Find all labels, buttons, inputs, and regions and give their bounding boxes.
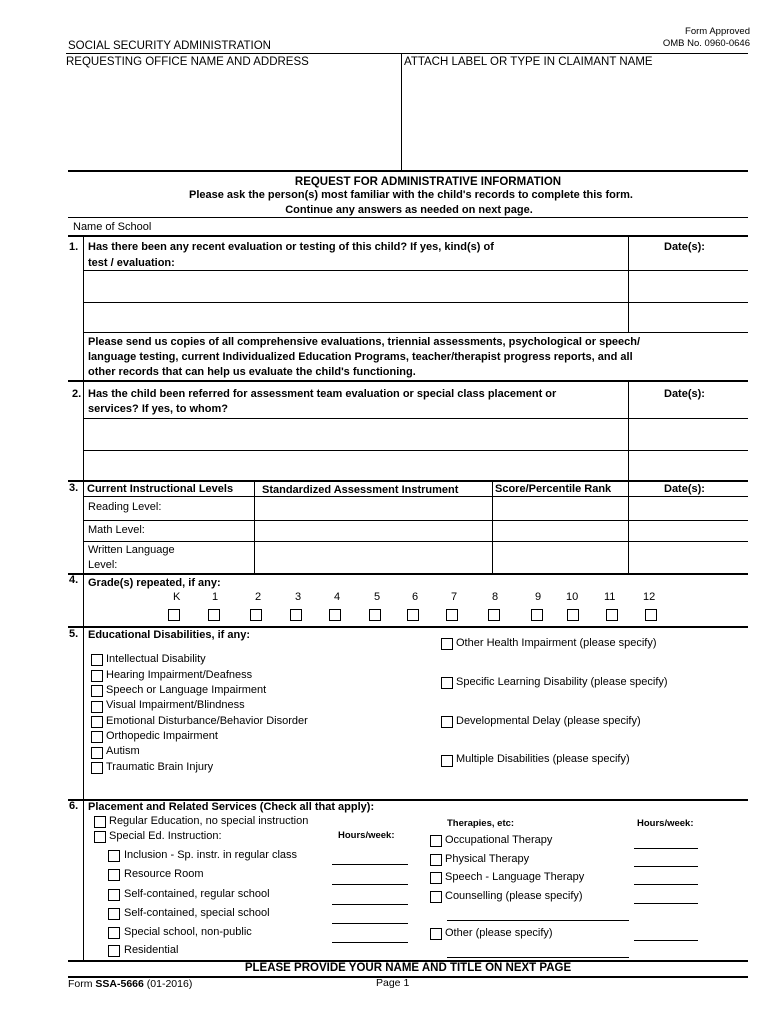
written-instrument-field[interactable]: [256, 543, 490, 571]
written-language-label-cont: Level:: [88, 559, 118, 571]
rule: [84, 418, 748, 419]
q3-col-score: Score/Percentile Rank: [495, 483, 612, 495]
q6-label: Placement and Related Services (Check all that apply):: [88, 801, 375, 813]
rule: [68, 380, 748, 382]
q3-col-levels: Current Instructional Levels: [87, 483, 234, 495]
instruction-line: Please ask the person(s) most familiar with the child's records to complete this form.: [189, 189, 633, 201]
self-contained-special-hours-field[interactable]: [332, 923, 408, 924]
q1-note-line-3: other records that can help us evaluate the child's functioning.: [88, 366, 416, 378]
grade-4-checkbox[interactable]: [329, 609, 341, 621]
grade-2-checkbox[interactable]: [250, 609, 262, 621]
rule: [68, 573, 748, 575]
speech-language-therapy-label: Speech - Language Therapy: [445, 871, 585, 883]
autism-checkbox[interactable]: [91, 747, 103, 759]
grade-3-checkbox[interactable]: [290, 609, 302, 621]
math-instrument-field[interactable]: [256, 522, 490, 540]
q2-dates-label: Date(s):: [664, 388, 705, 400]
orthopedic-impairment-checkbox[interactable]: [91, 731, 103, 743]
rule: [84, 520, 748, 521]
rule: [83, 627, 84, 799]
intellectual-disability-label: Intellectual Disability: [106, 653, 206, 665]
continue-note: Continue any answers as needed on next page.: [285, 204, 533, 216]
rule: [68, 217, 748, 218]
written-score-field[interactable]: [494, 543, 626, 571]
q1-number: 1.: [69, 241, 79, 253]
rule: [83, 574, 84, 626]
special-school-label: Special school, non-public: [124, 926, 252, 938]
rule: [84, 541, 748, 542]
other-hours-field[interactable]: [634, 940, 698, 941]
grade-12-checkbox[interactable]: [645, 609, 657, 621]
q5-label: Educational Disabilities, if any:: [88, 629, 250, 641]
grade-6-label: 6: [412, 591, 419, 603]
developmental-delay-label: Developmental Delay (please specify): [456, 715, 641, 727]
traumatic-brain-injury-label: Traumatic Brain Injury: [106, 761, 214, 773]
inclusion-label: Inclusion - Sp. instr. in regular class: [124, 849, 298, 861]
q1-note-line-1: Please send us copies of all comprehensive evaluations, triennial assessments, psychological or speech/: [88, 336, 641, 348]
occupational-therapy-checkbox[interactable]: [430, 835, 442, 847]
multiple-disabilities-label: Multiple Disabilities (please specify): [456, 753, 630, 765]
written-language-label: Written Language: [88, 544, 175, 556]
reading-date-field[interactable]: [630, 498, 746, 520]
hearing-impairment-label: Hearing Impairment/Deafness: [106, 669, 253, 681]
grade-k-label: K: [173, 591, 181, 603]
therapies-label: Therapies, etc:: [447, 818, 515, 829]
occupational-therapy-hours-field[interactable]: [634, 848, 698, 849]
school-name-label: Name of School: [73, 221, 152, 233]
rule: [492, 481, 493, 573]
special-ed-checkbox[interactable]: [94, 831, 106, 843]
rule: [628, 236, 629, 332]
grade-4-label: 4: [334, 591, 341, 603]
visual-impairment-checkbox[interactable]: [91, 701, 103, 713]
resource-room-checkbox[interactable]: [108, 869, 120, 881]
omb-number: OMB No. 0960-0646: [662, 38, 750, 49]
multiple-disabilities-checkbox[interactable]: [441, 755, 453, 767]
rule: [628, 381, 629, 481]
specific-learning-disability-checkbox[interactable]: [441, 677, 453, 689]
form-title: REQUEST FOR ADMINISTRATIVE INFORMATION: [294, 176, 562, 188]
rule: [84, 332, 748, 333]
self-contained-special-label: Self-contained, special school: [124, 907, 270, 919]
grade-7-checkbox[interactable]: [446, 609, 458, 621]
orthopedic-impairment-label: Orthopedic Impairment: [106, 730, 218, 742]
requesting-office-label: REQUESTING OFFICE NAME AND ADDRESS: [66, 56, 309, 68]
other-therapy-checkbox[interactable]: [430, 928, 442, 940]
intellectual-disability-checkbox[interactable]: [91, 654, 103, 666]
grade-10-checkbox[interactable]: [567, 609, 579, 621]
grade-8-label: 8: [492, 591, 499, 603]
rule: [254, 481, 255, 573]
special-ed-label: Special Ed. Instruction:: [109, 830, 222, 842]
grade-5-label: 5: [374, 591, 381, 603]
written-date-field[interactable]: [630, 543, 746, 571]
grade-2-label: 2: [255, 591, 262, 603]
rule: [84, 450, 748, 451]
math-date-field[interactable]: [630, 522, 746, 540]
hearing-impairment-checkbox[interactable]: [91, 670, 103, 682]
rule: [628, 481, 629, 573]
grade-8-checkbox[interactable]: [488, 609, 500, 621]
grade-12-label: 12: [643, 591, 656, 603]
other-health-impairment-checkbox[interactable]: [441, 638, 453, 650]
q2-referral-field-2[interactable]: [86, 452, 624, 478]
other-therapy-label: Other (please specify): [445, 927, 553, 939]
reading-score-field[interactable]: [494, 498, 626, 520]
grade-k-checkbox[interactable]: [168, 609, 180, 621]
form-number: Form SSA-5666 (01-2016): [68, 978, 193, 990]
reading-level-label: Reading Level:: [88, 501, 162, 513]
section-rule: [68, 170, 748, 172]
physical-therapy-label: Physical Therapy: [445, 853, 530, 865]
rule: [68, 235, 748, 237]
q2-referral-field-1[interactable]: [86, 420, 624, 448]
resource-room-label: Resource Room: [124, 868, 204, 880]
q6-number: 6.: [69, 800, 79, 812]
traumatic-brain-injury-checkbox[interactable]: [91, 762, 103, 774]
regular-education-label: Regular Education, no special instruction: [109, 815, 309, 827]
rule: [68, 626, 748, 628]
q2-number: 2.: [72, 388, 82, 400]
resource-room-hours-field[interactable]: [332, 884, 408, 885]
q4-label: Grade(s) repeated, if any:: [88, 577, 221, 589]
residential-checkbox[interactable]: [108, 945, 120, 957]
claimant-name-label: ATTACH LABEL OR TYPE IN CLAIMANT NAME: [404, 56, 653, 68]
header-divider: [401, 53, 402, 170]
grade-11-label: 11: [604, 591, 616, 603]
other-health-impairment-label: Other Health Impairment (please specify): [456, 637, 657, 649]
q1-dates-label: Date(s):: [664, 241, 705, 253]
therapies-hours-label: Hours/week:: [637, 818, 694, 829]
speech-language-therapy-checkbox[interactable]: [430, 872, 442, 884]
rule: [84, 302, 748, 303]
self-contained-special-checkbox[interactable]: [108, 908, 120, 920]
q4-number: 4.: [69, 574, 79, 586]
emotional-disturbance-checkbox[interactable]: [91, 716, 103, 728]
self-contained-regular-label: Self-contained, regular school: [124, 888, 270, 900]
page-number: Page 1: [376, 977, 410, 989]
other-specify-field[interactable]: [447, 957, 629, 958]
provide-name-note: PLEASE PROVIDE YOUR NAME AND TITLE ON NEXT PAGE: [244, 962, 572, 974]
q1-note-line-2: language testing, current Individualized Education Programs, teacher/therapist progress reports, and all: [88, 351, 633, 363]
visual-impairment-label: Visual Impairment/Blindness: [106, 699, 245, 711]
grade-1-checkbox[interactable]: [208, 609, 220, 621]
q2-date-field-1[interactable]: [631, 420, 746, 448]
rule: [83, 381, 84, 481]
q1-question: Has there been any recent evaluation or testing of this child? If yes, kind(s) of: [88, 241, 494, 253]
inclusion-checkbox[interactable]: [108, 850, 120, 862]
q2-question: Has the child been referred for assessment team evaluation or special class placement or: [88, 388, 557, 400]
q1-date-field-1[interactable]: [631, 272, 746, 300]
physical-therapy-checkbox[interactable]: [430, 854, 442, 866]
header-rule: [66, 53, 748, 54]
q5-number: 5.: [69, 628, 79, 640]
reading-instrument-field[interactable]: [256, 498, 490, 520]
developmental-delay-checkbox[interactable]: [441, 716, 453, 728]
grade-7-label: 7: [451, 591, 458, 603]
speech-language-impairment-label: Speech or Language Impairment: [106, 684, 267, 696]
inclusion-hours-field[interactable]: [332, 864, 408, 865]
q1-question-cont: test / evaluation:: [88, 257, 175, 269]
speech-language-impairment-checkbox[interactable]: [91, 685, 103, 697]
agency-name: SOCIAL SECURITY ADMINISTRATION: [68, 40, 271, 52]
grade-1-label: 1: [212, 591, 219, 603]
self-contained-regular-hours-field[interactable]: [332, 904, 408, 905]
counselling-checkbox[interactable]: [430, 891, 442, 903]
emotional-disturbance-label: Emotional Disturbance/Behavior Disorder: [106, 715, 308, 727]
q1-evaluation-field-2[interactable]: [86, 304, 624, 330]
form-approved: Form Approved: [685, 26, 750, 37]
specific-learning-disability-label: Specific Learning Disability (please specify): [456, 676, 668, 688]
q3-col-instrument: Standardized Assessment Instrument: [262, 484, 459, 496]
hours-week-label: Hours/week:: [338, 830, 395, 841]
q1-evaluation-field-1[interactable]: [86, 272, 624, 300]
grade-6-checkbox[interactable]: [407, 609, 419, 621]
counselling-hours-field[interactable]: [634, 903, 698, 904]
q3-col-dates: Date(s):: [664, 483, 705, 495]
counselling-label: Counselling (please specify): [445, 890, 583, 902]
special-school-hours-field[interactable]: [332, 942, 408, 943]
rule: [83, 800, 84, 960]
counselling-specify-field[interactable]: [447, 920, 629, 921]
rule: [83, 236, 84, 380]
grade-10-label: 10: [566, 591, 579, 603]
grade-9-checkbox[interactable]: [531, 609, 543, 621]
rule: [68, 480, 748, 482]
special-school-checkbox[interactable]: [108, 927, 120, 939]
rule: [83, 481, 84, 573]
math-score-field[interactable]: [494, 522, 626, 540]
grade-5-checkbox[interactable]: [369, 609, 381, 621]
school-name-field[interactable]: [160, 220, 745, 234]
requesting-office-field[interactable]: [70, 70, 395, 166]
grade-11-checkbox[interactable]: [606, 609, 618, 621]
autism-label: Autism: [106, 745, 140, 757]
physical-therapy-hours-field[interactable]: [634, 866, 698, 867]
grade-3-label: 3: [295, 591, 302, 603]
q2-date-field-2[interactable]: [631, 452, 746, 478]
self-contained-regular-checkbox[interactable]: [108, 889, 120, 901]
regular-education-checkbox[interactable]: [94, 816, 106, 828]
q1-date-field-2[interactable]: [631, 304, 746, 330]
math-level-label: Math Level:: [88, 524, 145, 536]
rule: [84, 270, 748, 271]
rule: [84, 496, 748, 497]
speech-therapy-hours-field[interactable]: [634, 884, 698, 885]
residential-label: Residential: [124, 944, 179, 956]
occupational-therapy-label: Occupational Therapy: [445, 834, 553, 846]
q2-question-cont: services? If yes, to whom?: [88, 403, 228, 415]
claimant-name-field[interactable]: [406, 70, 746, 166]
q3-number: 3.: [69, 482, 79, 494]
grade-9-label: 9: [535, 591, 542, 603]
